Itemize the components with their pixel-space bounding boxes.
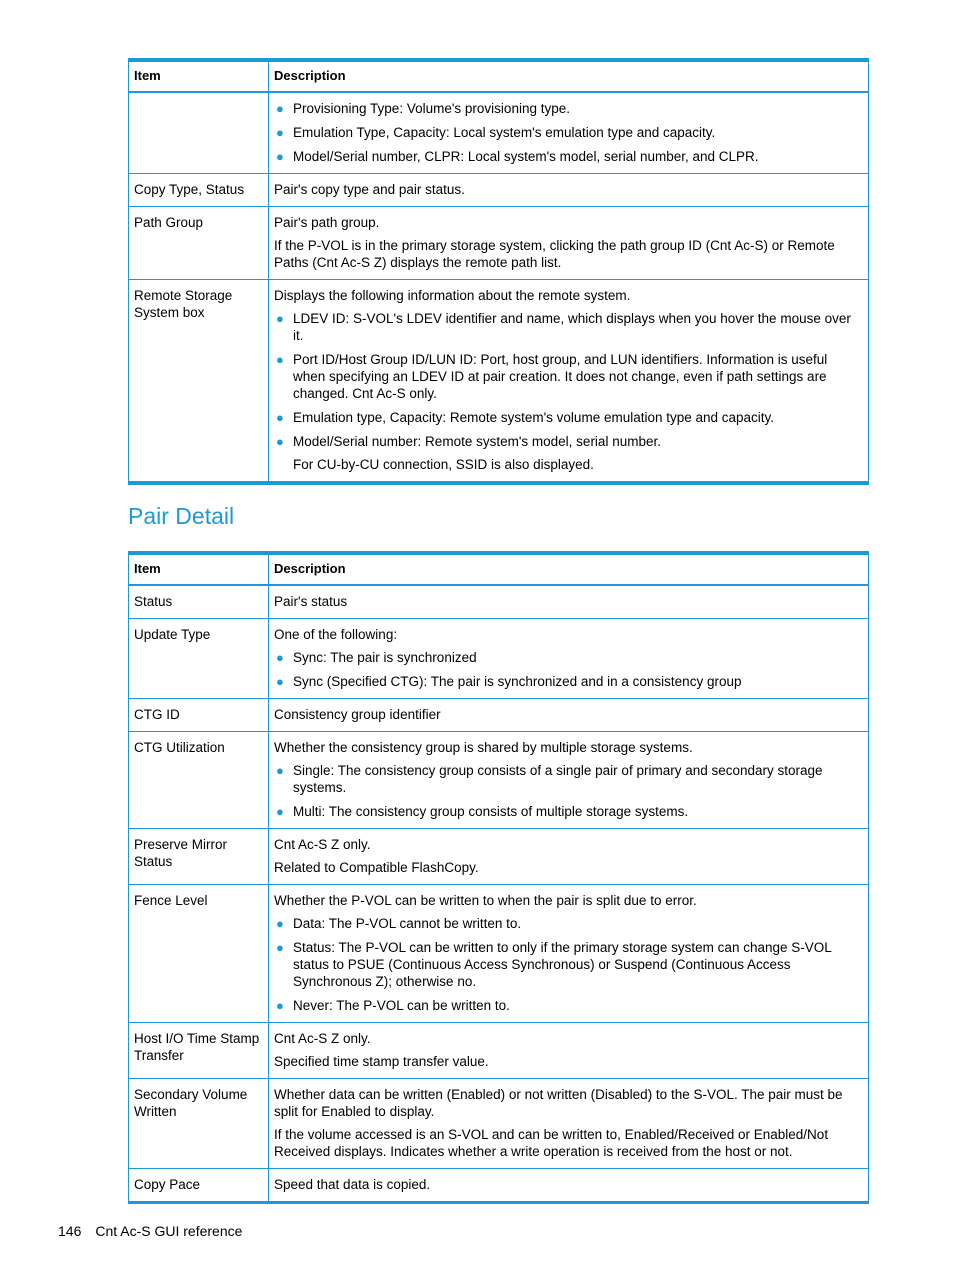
table-row: [129, 1023, 869, 1079]
bullet-icon: ●: [276, 674, 284, 689]
page-footer: [58, 1223, 256, 1239]
row-description: [269, 585, 869, 619]
row-description: [269, 829, 869, 885]
bullet-list: [274, 915, 863, 1014]
list-item: [274, 148, 863, 165]
bullet-icon: ●: [276, 763, 284, 778]
footer-title: Cnt Ac-S GUI reference: [95, 1223, 243, 1239]
bullet-icon: ●: [276, 410, 284, 425]
list-item-text: Model/Serial number, CLPR: Local system's model, serial number, and CLPR.: [293, 149, 759, 164]
bullet-icon: ●: [276, 998, 284, 1013]
table-row: [129, 207, 869, 280]
column-header-item: Item: [129, 553, 269, 585]
description-paragraph: If the P-VOL is in the primary storage system, clicking the path group ID (Cnt Ac-S) or Remote Paths (Cnt Ac-S Z) displays the remote path list.: [274, 238, 835, 270]
list-item-text: Provisioning Type: Volume's provisioning type.: [293, 101, 570, 116]
table-header-row: [129, 553, 869, 585]
description-paragraph: Consistency group identifier: [274, 707, 441, 722]
description-paragraph: One of the following:: [274, 627, 398, 642]
table2-body: [129, 585, 869, 1203]
list-item: [274, 433, 863, 450]
list-item-text: Emulation type, Capacity: Remote system's volume emulation type and capacity.: [293, 410, 775, 425]
row-item: Status: [129, 585, 269, 619]
list-item-text: Status: The P-VOL can be written to only if the primary storage system can change S-VOL status to PSUE (Continuous Access Synchronous) or Suspend (Continuous Access Synchronous Z); otherwise no.: [293, 940, 832, 989]
list-item: [274, 100, 863, 117]
description-paragraph: Related to Compatible FlashCopy.: [274, 860, 479, 875]
list-item: [274, 673, 863, 690]
bullet-icon: ●: [276, 650, 284, 665]
list-item: [274, 915, 863, 932]
row-description: [269, 280, 869, 484]
row-description: [269, 1079, 869, 1169]
bullet-icon: ●: [276, 804, 284, 819]
row-item: Secondary Volume Written: [129, 1079, 269, 1169]
bullet-icon: ●: [276, 434, 284, 449]
list-item: [274, 310, 863, 344]
list-item-text: Sync: The pair is synchronized: [293, 650, 477, 665]
list-item: [274, 762, 863, 796]
page-number: 146: [58, 1223, 82, 1239]
description-paragraph: Displays the following information about the remote system.: [274, 288, 631, 303]
list-item: [274, 939, 863, 990]
list-item-text: Never: The P-VOL can be written to.: [293, 998, 510, 1013]
list-item: [274, 409, 863, 426]
row-description: [269, 1023, 869, 1079]
row-description: [269, 885, 869, 1023]
table-row: [129, 619, 869, 699]
remote-system-table: [128, 58, 869, 485]
column-header-description: Description: [269, 60, 869, 92]
note-text: For CU-by-CU connection, SSID is also displayed.: [293, 457, 594, 472]
section-title: Pair Detail: [128, 503, 235, 529]
row-item: Copy Pace: [129, 1169, 269, 1203]
bullet-icon: ●: [276, 149, 284, 164]
list-item: [274, 351, 863, 402]
table-row: [129, 1169, 869, 1203]
row-description: [269, 92, 869, 174]
description-paragraph: Cnt Ac-S Z only.: [274, 1031, 371, 1046]
bullet-icon: ●: [276, 125, 284, 140]
list-item-text: Model/Serial number: Remote system's model, serial number.: [293, 434, 661, 449]
pair-detail-table: [128, 551, 869, 1204]
bullet-icon: ●: [276, 916, 284, 931]
description-paragraph: Whether the consistency group is shared by multiple storage systems.: [274, 740, 693, 755]
row-description: [269, 732, 869, 829]
row-description: [269, 699, 869, 732]
row-item: Host I/O Time Stamp Transfer: [129, 1023, 269, 1079]
row-item: Remote Storage System box: [129, 280, 269, 484]
row-item: [129, 92, 269, 174]
bullet-list: [274, 762, 863, 820]
table-row: [129, 732, 869, 829]
list-item: [274, 803, 863, 820]
description-paragraph: Pair's path group.: [274, 215, 380, 230]
description-paragraph: If the volume accessed is an S-VOL and can be written to, Enabled/Received or Enabled/Not Received displays. Indicates whether a write operation is received from the host or not.: [274, 1127, 829, 1159]
list-item-text: LDEV ID: S-VOL's LDEV identifier and name, which displays when you hover the mouse over it.: [293, 311, 851, 343]
row-item: CTG ID: [129, 699, 269, 732]
row-item: Fence Level: [129, 885, 269, 1023]
list-item-text: Multi: The consistency group consists of multiple storage systems.: [293, 804, 689, 819]
bullet-icon: ●: [276, 311, 284, 326]
table-row: [129, 885, 869, 1023]
list-item: [274, 649, 863, 666]
list-item-text: Sync (Specified CTG): The pair is synchronized and in a consistency group: [293, 674, 742, 689]
bullet-list: [274, 310, 863, 450]
list-item: [274, 997, 863, 1014]
bullet-list: [274, 100, 863, 165]
table-row: [129, 1079, 869, 1169]
bullet-icon: ●: [276, 352, 284, 367]
description-paragraph: Cnt Ac-S Z only.: [274, 837, 371, 852]
row-item: CTG Utilization: [129, 732, 269, 829]
list-item: [274, 124, 863, 141]
bullet-icon: ●: [276, 940, 284, 955]
column-header-item: Item: [129, 60, 269, 92]
list-item-text: Data: The P-VOL cannot be written to.: [293, 916, 522, 931]
row-item: Preserve Mirror Status: [129, 829, 269, 885]
column-header-description: Description: [269, 553, 869, 585]
row-description: [269, 174, 869, 207]
description-paragraph: Whether data can be written (Enabled) or not written (Disabled) to the S-VOL. The pair must be split for Enabled to display.: [274, 1087, 843, 1119]
row-description: [269, 1169, 869, 1203]
row-description: [269, 619, 869, 699]
description-paragraph: Whether the P-VOL can be written to when the pair is split due to error.: [274, 893, 697, 908]
table-row: [129, 699, 869, 732]
table1-body: [129, 92, 869, 483]
table-row: [129, 829, 869, 885]
list-item-text: Single: The consistency group consists of a single pair of primary and secondary storage systems.: [293, 763, 823, 795]
bullet-icon: ●: [276, 101, 284, 116]
table-row: [129, 174, 869, 207]
table-row: [129, 92, 869, 174]
table-row: [129, 585, 869, 619]
list-item-text: Port ID/Host Group ID/LUN ID: Port, host group, and LUN identifiers. Information is useful when specifying an LDEV ID at pair creation. It does not change, even if path settings are changed. Cnt Ac-S only.: [293, 352, 828, 401]
row-description: [269, 207, 869, 280]
description-paragraph: Speed that data is copied.: [274, 1177, 431, 1192]
table-header-row: [129, 60, 869, 92]
row-item: Path Group: [129, 207, 269, 280]
bullet-list: [274, 649, 863, 690]
row-item: Update Type: [129, 619, 269, 699]
list-item-text: Emulation Type, Capacity: Local system's emulation type and capacity.: [293, 125, 716, 140]
description-paragraph: Pair's status: [274, 594, 348, 609]
description-paragraph: Pair's copy type and pair status.: [274, 182, 465, 197]
table-row: [129, 280, 869, 484]
description-paragraph: Specified time stamp transfer value.: [274, 1054, 489, 1069]
row-item: Copy Type, Status: [129, 174, 269, 207]
